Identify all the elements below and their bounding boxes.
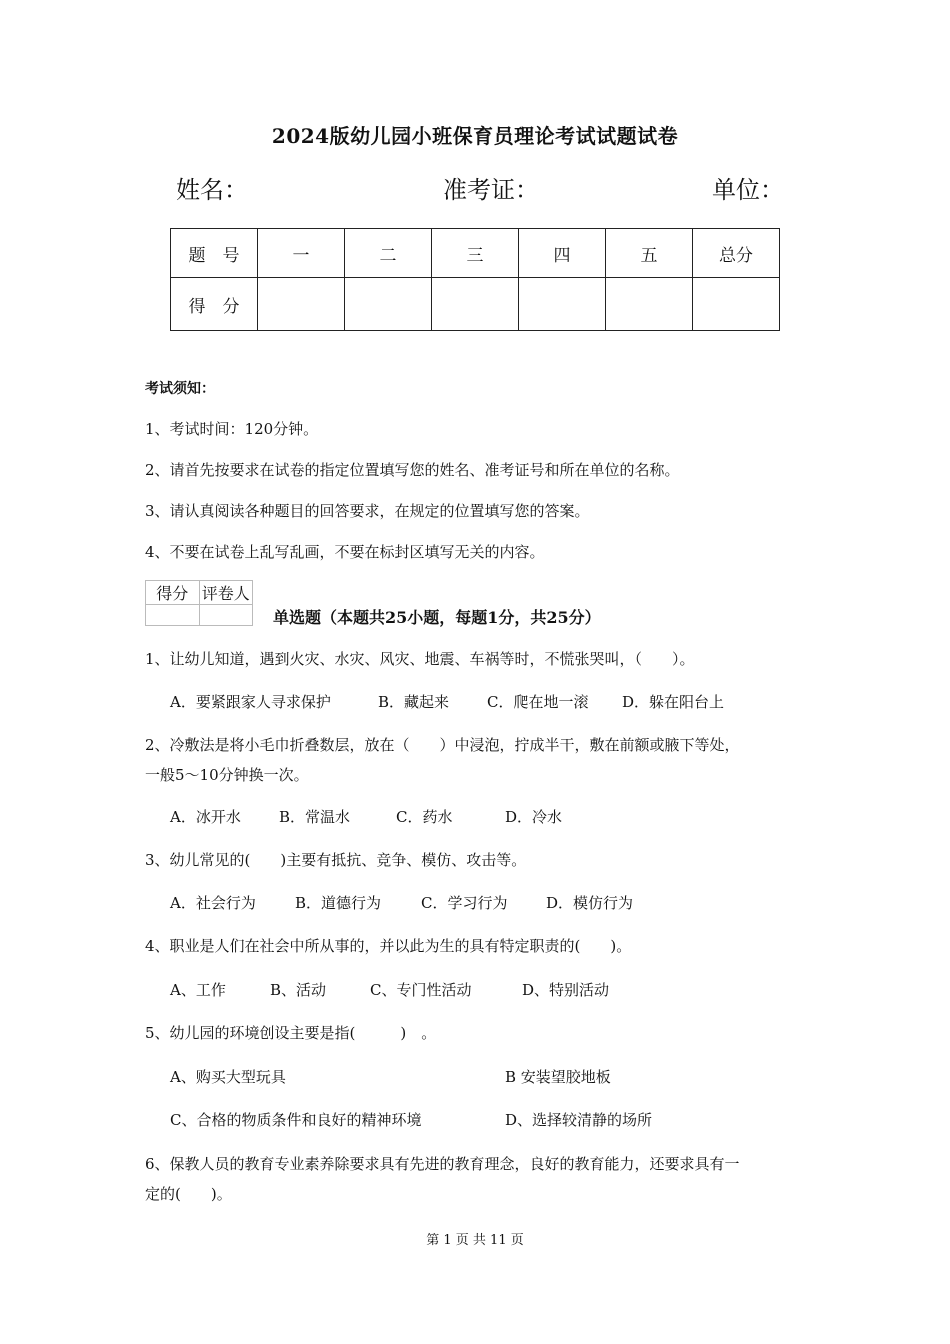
score-cell[interactable] xyxy=(258,278,345,331)
unit-label: 单位： xyxy=(712,176,784,204)
exam-number-label: 准考证： xyxy=(443,176,539,204)
question-stem: 6、保教人员的教育专业素养除要求具有先进的教育理念，良好的教育能力，还要求具有一 xyxy=(145,1155,740,1173)
notice-item: 1、考试时间：120分钟。 xyxy=(145,420,319,438)
score-cell: 四 xyxy=(519,229,606,278)
option[interactable]: A、购买大型玩具 xyxy=(170,1068,286,1086)
score-table-header-row xyxy=(171,229,780,278)
notice-item: 3、请认真阅读各种题目的回答要求，在规定的位置填写您的答案。 xyxy=(145,502,590,520)
score-cell: 一 xyxy=(258,229,345,278)
option[interactable]: A．社会行为 xyxy=(170,894,256,912)
section-title: 单选题（本题共25小题，每题1分，共25分） xyxy=(273,608,601,627)
score-table-score-row xyxy=(171,278,780,331)
option[interactable]: B 安装望胶地板 xyxy=(505,1068,611,1086)
score-cell[interactable] xyxy=(519,278,606,331)
question-stem: 3、幼儿常见的( )主要有抵抗、竞争、模仿、攻击等。 xyxy=(145,851,527,869)
option[interactable]: B．藏起来 xyxy=(378,693,450,711)
notice-title: 考试须知： xyxy=(145,381,215,397)
grader-reviewer-label: 评卷人 xyxy=(199,581,253,605)
exam-title: 2024版幼儿园小班保育员理论考试试题试卷 xyxy=(271,124,679,148)
score-cell[interactable] xyxy=(693,278,780,331)
option[interactable]: C、合格的物质条件和良好的精神环境 xyxy=(170,1111,422,1129)
page-footer: 第 1 页 共 11 页 xyxy=(426,1233,524,1248)
option[interactable]: B、活动 xyxy=(270,981,327,999)
option[interactable]: D、特别活动 xyxy=(522,981,610,999)
score-cell: 三 xyxy=(432,229,519,278)
question-stem: 4、职业是人们在社会中所从事的，并以此为生的具有特定职责的( )。 xyxy=(145,937,632,955)
score-cell[interactable] xyxy=(432,278,519,331)
option[interactable]: C．学习行为 xyxy=(421,894,508,912)
score-cell: 五 xyxy=(606,229,693,278)
score-cell: 总分 xyxy=(693,229,780,278)
option[interactable]: A．要紧跟家人寻求保护 xyxy=(170,693,331,711)
notice-item: 2、请首先按要求在试卷的指定位置填写您的姓名、准考证号和所在单位的名称。 xyxy=(145,461,680,479)
question-stem: 5、幼儿园的环境创设主要是指( ) 。 xyxy=(145,1024,437,1042)
question-stem-continued: 一般5～10分钟换一次。 xyxy=(145,766,309,784)
score-table xyxy=(170,228,780,331)
option[interactable]: A．冰开水 xyxy=(170,808,241,826)
grader-score-label: 得分 xyxy=(146,581,200,605)
score-cell[interactable] xyxy=(345,278,432,331)
grader-score-cell[interactable] xyxy=(146,605,200,626)
question-stem: 2、冷敷法是将小毛巾折叠数层，放在（ ）中浸泡，拧成半干，敷在前额或腋下等处， xyxy=(145,736,740,754)
score-cell[interactable] xyxy=(606,278,693,331)
option[interactable]: C．爬在地一滚 xyxy=(487,693,589,711)
option[interactable]: D．冷水 xyxy=(505,808,563,826)
question-stem: 1、让幼儿知道，遇到火灾、水灾、风灾、地震、车祸等时，不慌张哭叫，（ ）。 xyxy=(145,650,695,668)
name-label: 姓名： xyxy=(176,176,248,204)
option[interactable]: D．躲在阳台上 xyxy=(622,693,725,711)
option[interactable]: C、专门性活动 xyxy=(370,981,472,999)
score-cell: 得 分 xyxy=(171,278,258,331)
option[interactable]: B．道德行为 xyxy=(295,894,382,912)
score-cell: 题 号 xyxy=(171,229,258,278)
grader-reviewer-cell[interactable] xyxy=(199,605,253,626)
grader-box xyxy=(145,580,253,626)
score-cell: 二 xyxy=(345,229,432,278)
option[interactable]: D．模仿行为 xyxy=(546,894,634,912)
option[interactable]: A、工作 xyxy=(170,981,226,999)
option[interactable]: B．常温水 xyxy=(279,808,351,826)
option[interactable]: D、选择较清静的场所 xyxy=(505,1111,653,1129)
notice-item: 4、不要在试卷上乱写乱画，不要在标封区填写无关的内容。 xyxy=(145,543,545,561)
option[interactable]: C．药水 xyxy=(396,808,453,826)
question-stem-continued: 定的( )。 xyxy=(145,1185,232,1203)
